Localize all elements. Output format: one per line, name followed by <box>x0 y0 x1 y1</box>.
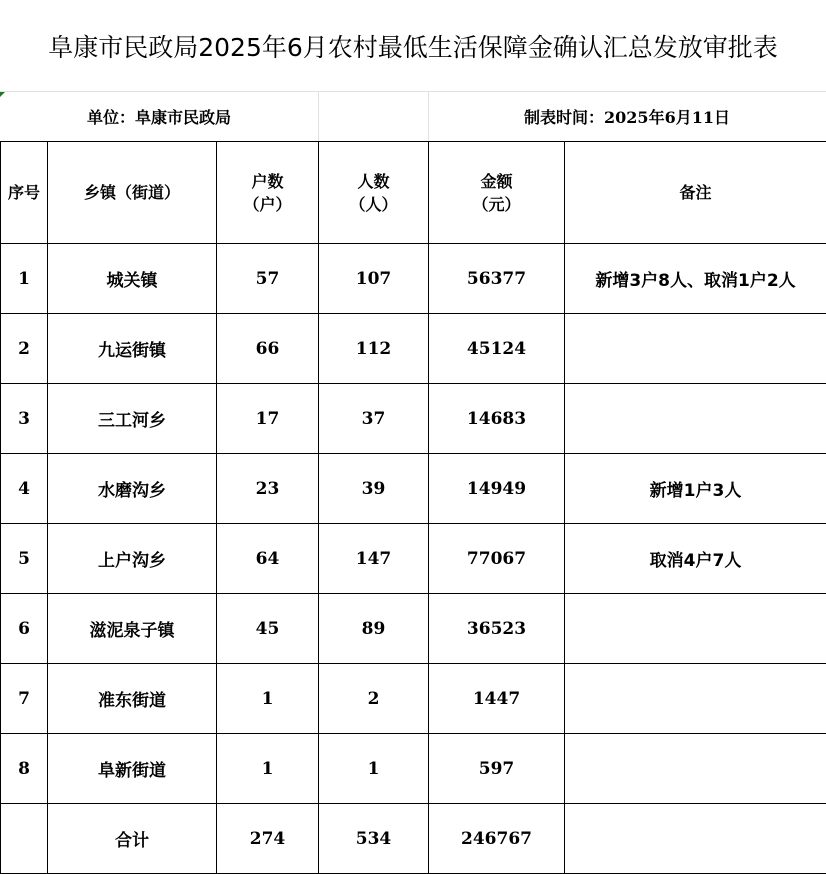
cell-seq: 4 <box>1 454 48 524</box>
cell-seq: 1 <box>1 244 48 314</box>
total-people: 534 <box>319 804 429 874</box>
header-households <box>217 142 319 244</box>
cell-town: 城关镇 <box>48 244 217 314</box>
cell-remark: 新增3户8人、取消1户2人 <box>565 244 826 314</box>
cell-amount: 1447 <box>429 664 565 734</box>
meta-divider-1 <box>318 92 319 141</box>
header-amount <box>429 142 565 244</box>
cell-town: 三工河乡 <box>48 384 217 454</box>
cell-people: 112 <box>319 314 429 384</box>
cell-town: 水磨沟乡 <box>48 454 217 524</box>
total-households: 274 <box>217 804 319 874</box>
cell-households: 17 <box>217 384 319 454</box>
cell-remark: 新增1户3人 <box>565 454 826 524</box>
cell-remark <box>565 734 826 804</box>
cell-town: 滋泥泉子镇 <box>48 594 217 664</box>
cell-seq: 3 <box>1 384 48 454</box>
cell-remark <box>565 314 826 384</box>
cell-households: 1 <box>217 664 319 734</box>
table-row <box>1 384 826 454</box>
total-amount: 246767 <box>429 804 565 874</box>
cell-households: 23 <box>217 454 319 524</box>
cell-households: 66 <box>217 314 319 384</box>
cell-amount: 14949 <box>429 454 565 524</box>
total-row <box>1 804 826 874</box>
header-town: 乡镇（街道） <box>48 142 217 244</box>
table-row <box>1 594 826 664</box>
cell-town: 准东街道 <box>48 664 217 734</box>
header-row <box>1 142 826 244</box>
table-row <box>1 664 826 734</box>
cell-seq: 2 <box>1 314 48 384</box>
table-row <box>1 314 826 384</box>
total-seq <box>1 804 48 874</box>
cell-people: 89 <box>319 594 429 664</box>
cell-people: 147 <box>319 524 429 594</box>
cell-amount: 597 <box>429 734 565 804</box>
header-amount-label: 金额 <box>480 171 513 191</box>
date-label: 制表时间：2025年6月11日 <box>524 108 730 127</box>
cell-amount: 14683 <box>429 384 565 454</box>
cell-households: 64 <box>217 524 319 594</box>
cell-town: 上户沟乡 <box>48 524 217 594</box>
header-households-label: 户数 <box>251 171 284 191</box>
cell-people: 107 <box>319 244 429 314</box>
header-seq: 序号 <box>1 142 48 244</box>
cell-households: 45 <box>217 594 319 664</box>
cell-people: 39 <box>319 454 429 524</box>
total-remark <box>565 804 826 874</box>
cell-town: 阜新街道 <box>48 734 217 804</box>
cell-amount: 36523 <box>429 594 565 664</box>
cell-amount: 77067 <box>429 524 565 594</box>
cell-households: 1 <box>217 734 319 804</box>
cell-households: 57 <box>217 244 319 314</box>
header-households-unit: （户） <box>243 194 292 214</box>
cell-seq: 6 <box>1 594 48 664</box>
cell-seq: 5 <box>1 524 48 594</box>
header-people-unit: （人） <box>349 194 398 214</box>
table-row <box>1 244 826 314</box>
header-people-label: 人数 <box>357 171 390 191</box>
cell-people: 1 <box>319 734 429 804</box>
cell-remark <box>565 664 826 734</box>
cell-amount: 56377 <box>429 244 565 314</box>
header-people <box>319 142 429 244</box>
table-row <box>1 524 826 594</box>
cell-people: 37 <box>319 384 429 454</box>
unit-label: 单位：阜康市民政局 <box>86 108 231 127</box>
table-row <box>1 734 826 804</box>
header-amount-unit: （元） <box>472 194 521 214</box>
cell-amount: 45124 <box>429 314 565 384</box>
cell-seq: 7 <box>1 664 48 734</box>
cell-remark <box>565 384 826 454</box>
header-remark: 备注 <box>565 142 826 244</box>
total-label: 合计 <box>48 804 217 874</box>
cell-town: 九运街镇 <box>48 314 217 384</box>
cell-remark <box>565 594 826 664</box>
summary-table <box>0 141 826 874</box>
table-row <box>1 454 826 524</box>
cell-people: 2 <box>319 664 429 734</box>
sheet-title: 阜康市民政局2025年6月农村最低生活保障金确认汇总发放审批表 <box>48 33 778 62</box>
cell-seq: 8 <box>1 734 48 804</box>
cell-remark: 取消4户7人 <box>565 524 826 594</box>
